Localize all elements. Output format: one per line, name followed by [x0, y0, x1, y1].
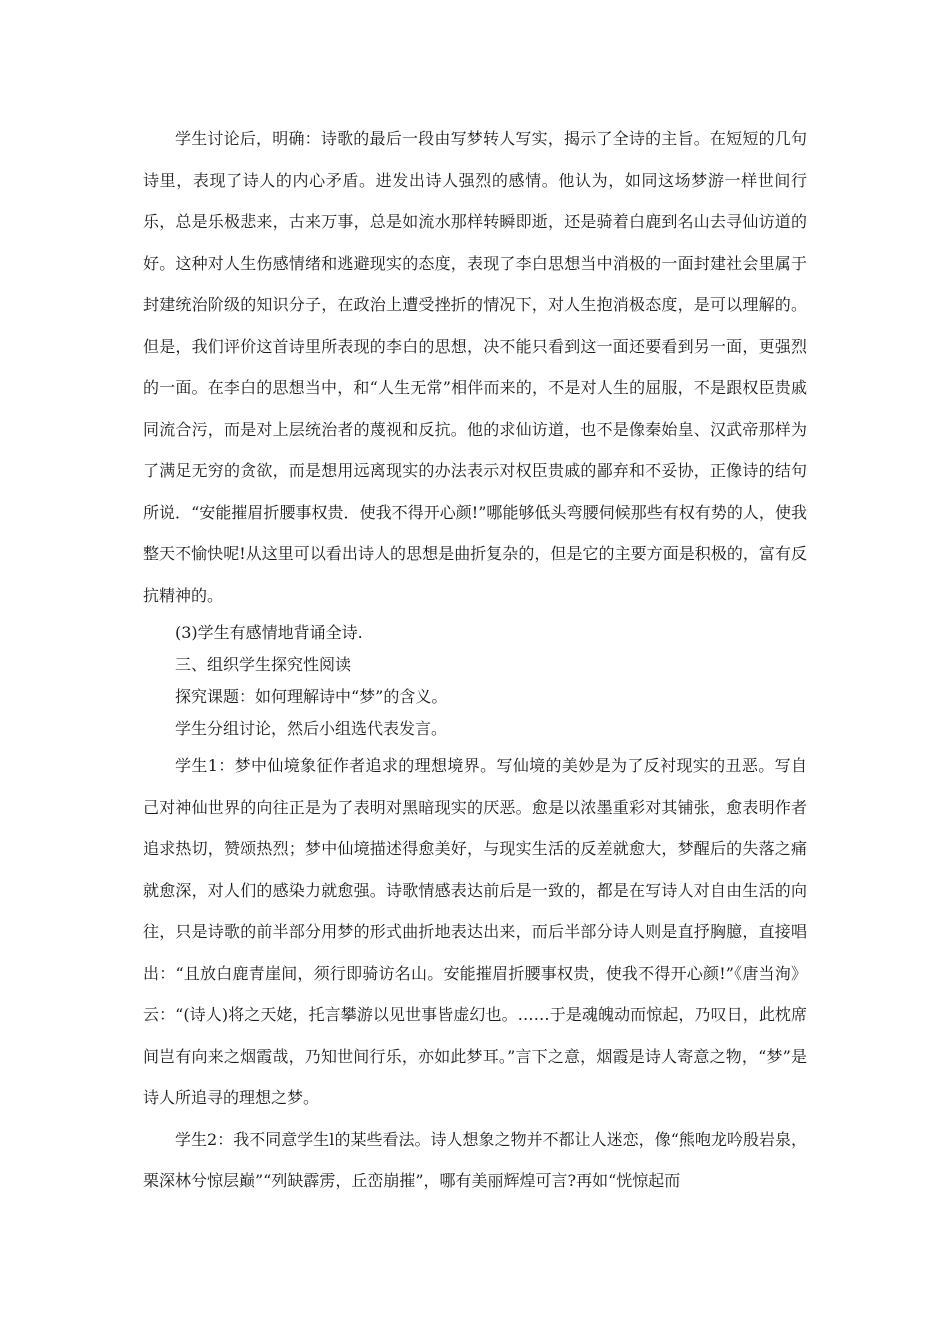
paragraph-discussion-conclusion: 学生讨论后，明确：诗歌的最后一段由写梦转人写实，揭示了全诗的主旨。在短短的几句诗里，表现了诗人的内心矛盾。进发出诗人强烈的感情。他认为，如同这场梦游一样世间行乐，总是乐极悲来，古来万事，总是如流水那样转瞬即逝，还是骑着白鹿到名山去寻仙访道的好。这种对人生伤感情绪和逃避现实的态度，表现了李白思想当中消极的一面封建社会里属于封建统治阶级的知识分子，在政治上遭受挫折的情况下，对人生抱消极态度，是可以理解的。但是，我们评价这首诗里所表现的李白的思想，决不能只看到这一面还要看到另一面，更强烈的一面。在李白的思想当中，和“人生无常”相伴而来的，不是对人生的屈服，不是跟权臣贵戚同流合污，而是对上层统治者的蔑视和反抗。他的求仙访道，也不是像秦始皇、汉武帝那样为了满足无穷的贪欲，而是想用远离现实的办法表示对权臣贵戚的鄙弃和不妥协，正像诗的结句所说．“安能摧眉折腰事权贵．使我不得开心颜!”哪能够低头弯腰伺候那些有权有势的人，使我整天不愉快呢!从这里可以看出诗人的思想是曲折复杂的，但是它的主要方面是积极的，富有反抗精神的。	[143, 129, 807, 605]
paragraph-student-2: 学生2：我不同意学生l的某些看法。诗人想象之物并不都让人迷恋，像“熊咆龙吟殷岩泉，栗深林兮惊层巅”“列缺霹雳，丘峦崩摧”，哪有美丽辉煌可言?再如“恍惊起而	[143, 1129, 807, 1190]
paragraph-student-1: 学生1：梦中仙境象征作者追求的理想境界。写仙境的美妙是为了反衬现实的丑恶。写自己对神仙世界的向往正是为了表明对黑暗现实的厌恶。愈是以浓墨重彩对其铺张，愈表明作者追求热切，赞颂热烈；梦中仙境描述得愈美好，与现实生活的反差就愈大，梦醒后的失落之痛就愈深，对人们的感染力就愈强。诗歌情感表达前后是一致的，都是在写诗人对自由生活的向往，只是诗歌的前半部分用梦的形式曲折地表达出来，而后半部分诗人则是直抒胸臆，直接唱出：“且放白鹿青崖间，须行即骑访名山。安能摧眉折腰事权贵，使我不得开心颜!”《唐当洵》云：“(诗人)将之天姥，托言攀游以见世事皆虚幻也。……于是魂魄动而惊起，乃叹日，此枕席间岂有向来之烟霞哉，乃知世间行乐，亦如此梦耳。”言下之意，烟霞是诗人寄意之物，“梦”是诗人所追寻的理想之梦。	[143, 756, 807, 1107]
section-heading-inquiry-reading: 三、组织学生探究性阅读	[175, 655, 352, 674]
paragraph-group-discussion: 学生分组讨论，然后小组选代表发言。	[175, 719, 448, 738]
paragraph-recite-poem: (3)学生有感情地背诵全诗.	[175, 623, 363, 642]
paragraph-inquiry-topic: 探究课题：如何理解诗中“梦”的含义。	[175, 687, 448, 706]
document-body	[143, 118, 807, 1202]
